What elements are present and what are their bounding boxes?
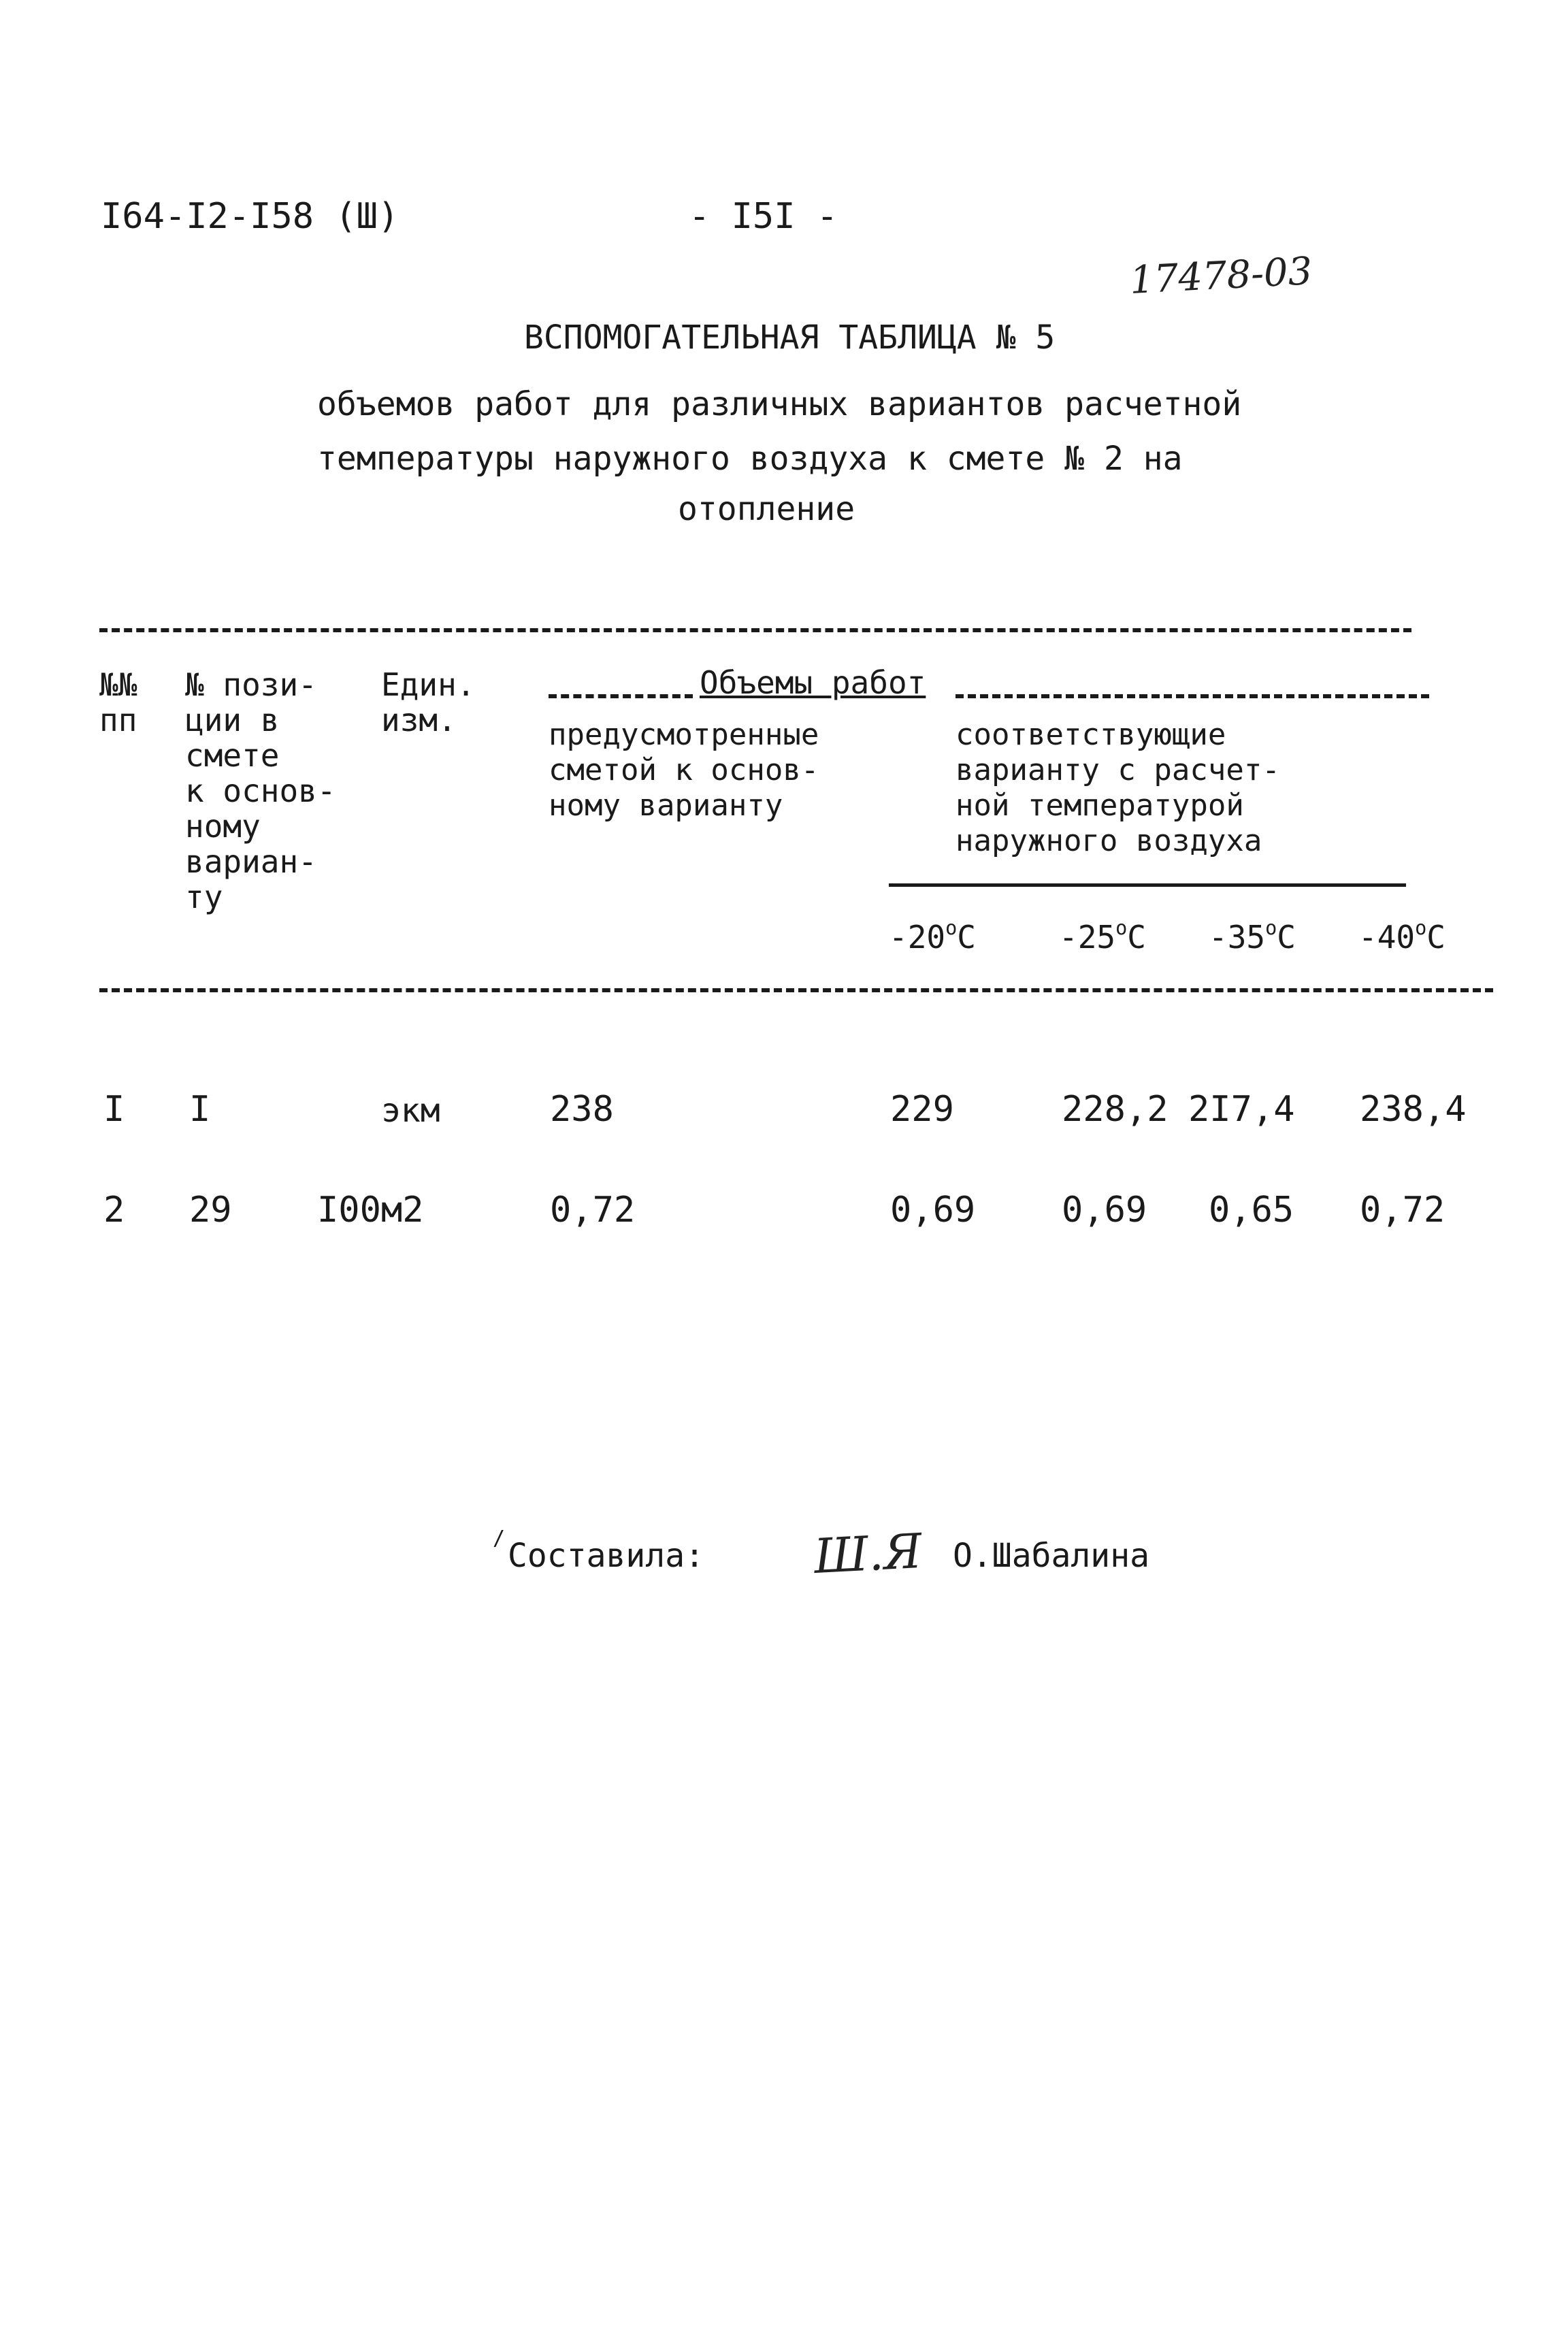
header-bottom-rule	[99, 988, 1493, 992]
page-number: - I5I -	[689, 196, 838, 237]
row-volume-minus-20: 0,69	[890, 1190, 976, 1230]
row-unit: I00м2	[317, 1190, 424, 1230]
tick-mark: /	[493, 1527, 506, 1550]
table-heading: ВСПОМОГАТЕЛЬНАЯ ТАБЛИЦА № 5	[524, 319, 1056, 357]
compiled-by-label: Составила:	[508, 1537, 704, 1575]
subtitle-line-3: отопление	[678, 490, 855, 528]
header-row-number: №№ пп	[99, 666, 137, 738]
document-code: I64-I2-I58 (Ш)	[101, 196, 399, 237]
row-volume-minus-40: 0,72	[1360, 1190, 1446, 1230]
header-base-variant: предусмотренные сметой к основ- ному варианту	[549, 717, 819, 823]
table-top-rule	[99, 628, 1411, 632]
row-volume-minus-20: 229	[890, 1089, 954, 1130]
archive-number: 17478-03	[1128, 249, 1313, 303]
row-unit: экм	[381, 1092, 440, 1130]
temp-header-minus-40: $-40^оС$	[1358, 917, 1446, 956]
row-number: 2	[103, 1190, 125, 1230]
row-position: 29	[189, 1190, 232, 1230]
header-unit: Един. изм.	[381, 666, 476, 738]
row-position: I	[189, 1089, 211, 1130]
header-position-in-estimate: № пози- ции в смете к основ- ному вариан- ту	[185, 666, 336, 915]
row-volume-minus-35: 2I7,4	[1188, 1089, 1295, 1130]
volumes-rule-right	[956, 694, 1429, 698]
temp-header-minus-35: $-35^оС$	[1209, 917, 1296, 956]
row-volume-minus-25: 0,69	[1062, 1190, 1147, 1230]
header-matching-variants: соответствующие варианту с расчет- ной температурой наружного воздуха	[956, 717, 1280, 858]
temp-header-minus-20: $-20^оС$	[889, 917, 976, 956]
temp-header-minus-25: $-25^оС$	[1059, 917, 1146, 956]
header-work-volumes: Объемы работ	[700, 664, 926, 701]
row-number: I	[103, 1089, 125, 1130]
handwritten-signature: Ш.Я	[812, 1522, 924, 1585]
row-volume-minus-25: 228,2	[1062, 1089, 1169, 1130]
row-volume-minus-40: 238,4	[1360, 1089, 1467, 1130]
temperature-rule	[889, 883, 1406, 887]
row-base-volume: 0,72	[550, 1190, 636, 1230]
row-volume-minus-35: 0,65	[1209, 1190, 1294, 1230]
subtitle-line-2: температуры наружного воздуха к смете № 2 на	[317, 440, 1183, 478]
row-base-volume: 238	[550, 1089, 614, 1130]
volumes-rule-left	[549, 694, 693, 698]
subtitle-line-1: объемов работ для различных вариантов расчетной	[317, 385, 1242, 423]
signer-name: О.Шабалина	[953, 1537, 1149, 1575]
